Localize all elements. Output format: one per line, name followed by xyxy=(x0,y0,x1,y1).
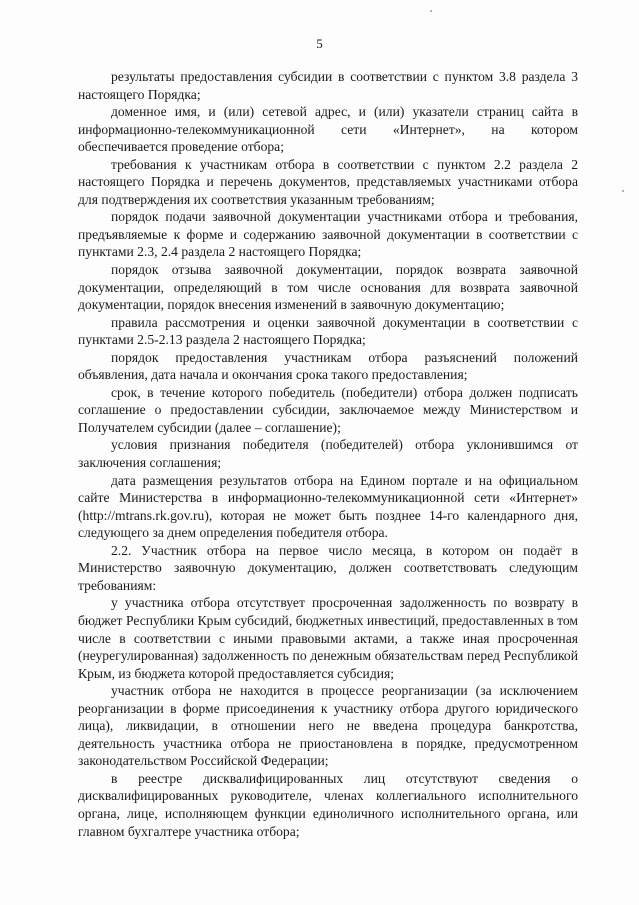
scan-speck xyxy=(622,190,624,192)
paragraph-review-rules: правила рассмотрения и оценки заявочной документации в соответствии с пунктами 2.5-2.13 раздела 2 настоящего Порядка; xyxy=(78,314,578,348)
paragraph-no-reorganization: участник отбора не находится в процессе реорганизации (за исключением реорганизации в форме присоединения к участнику отбора другого юридического лица), ликвидации, в отношении него не введена процедура банкротства, деятельность участника отбора не приостановлена в порядке, предусмотренном законодательством Российской Федерации; xyxy=(78,683,578,769)
paragraph-no-debt: у участника отбора отсутствует просроченная задолженность по возврату в бюджет Республики Крым субсидий, бюджетных инвестиций, предоставленных в том числе в соответствии с иными правовыми актами, а также иная просроченная (неурегулированная) задолженность по денежным обязательствам перед Республикой Крым, из бюджета которой предоставляется субсидия; xyxy=(78,595,578,681)
paragraph-participant-requirements: требования к участникам отбора в соответствии с пунктом 2.2 раздела 2 настоящего Порядка и перечень документов, представляемых участниками отбора для подтверждения их соответствия указанным требованиям; xyxy=(78,156,578,207)
paragraph-evasion-conditions: условия признания победителя (победителей) отбора уклонившимся от заключения соглашения; xyxy=(78,437,578,471)
document-body xyxy=(78,68,578,840)
paragraph-domain-name: доменное имя, и (или) сетевой адрес, и (или) указатели страниц сайта в информационно-телекоммуникационной сети «Интернет», на котором обеспечивается проведение отбора; xyxy=(78,104,578,155)
paragraph-subsidy-results: результаты предоставления субсидии в соответствии с пунктом 3.8 раздела 3 настоящего Порядка; xyxy=(78,69,578,102)
paragraph-application-procedure: порядок подачи заявочной документации участниками отбора и требования, предъявляемые к форме и содержанию заявочной документации в соответствии с пунктами 2.3, 2.4 раздела 2 настоящего Порядка; xyxy=(78,209,578,260)
paragraph-clarifications: порядок предоставления участникам отбора разъяснений положений объявления, дата начала и окончания срока такого предоставления; xyxy=(78,349,578,383)
paragraph-signing-term: срок, в течение которого победитель (победители) отбора должен подписать соглашение о предоставлении субсидии, заключаемое между Министерством и Получателем субсидии (далее – соглашение); xyxy=(78,384,578,435)
page-number: 5 xyxy=(316,36,323,51)
paragraph-section-2-2: 2.2. Участник отбора на первое число месяца, в котором он подаёт в Министерство заявочную документацию, должен соответствовать следующим требованиям: xyxy=(78,542,578,593)
scan-speck xyxy=(430,10,432,12)
paragraph-disqualified-registry: в реестре дисквалифицированных лиц отсутствуют сведения о дисквалифицированных руководителе, членах коллегиального исполнительного органа, лице, исполняющем функции единоличного исполнительного органа, или главном бухгалтере участника отбора; xyxy=(78,770,578,839)
paragraph-results-publication: дата размещения результатов отбора на Едином портале и на официальном сайте Министерства в информационно-телекоммуникационной сети «Интернет» (http://mtrans.rk.gov.ru), которая не может быть позднее 14-го календарного дня, следующего за днем определения победителя отбора. xyxy=(78,472,578,541)
paragraph-withdrawal-procedure: порядок отзыва заявочной документации, порядок возврата заявочной документации, определяющий в том числе основания для возврата заявочной документации, порядок внесения изменений в заявочную документацию; xyxy=(78,262,578,313)
